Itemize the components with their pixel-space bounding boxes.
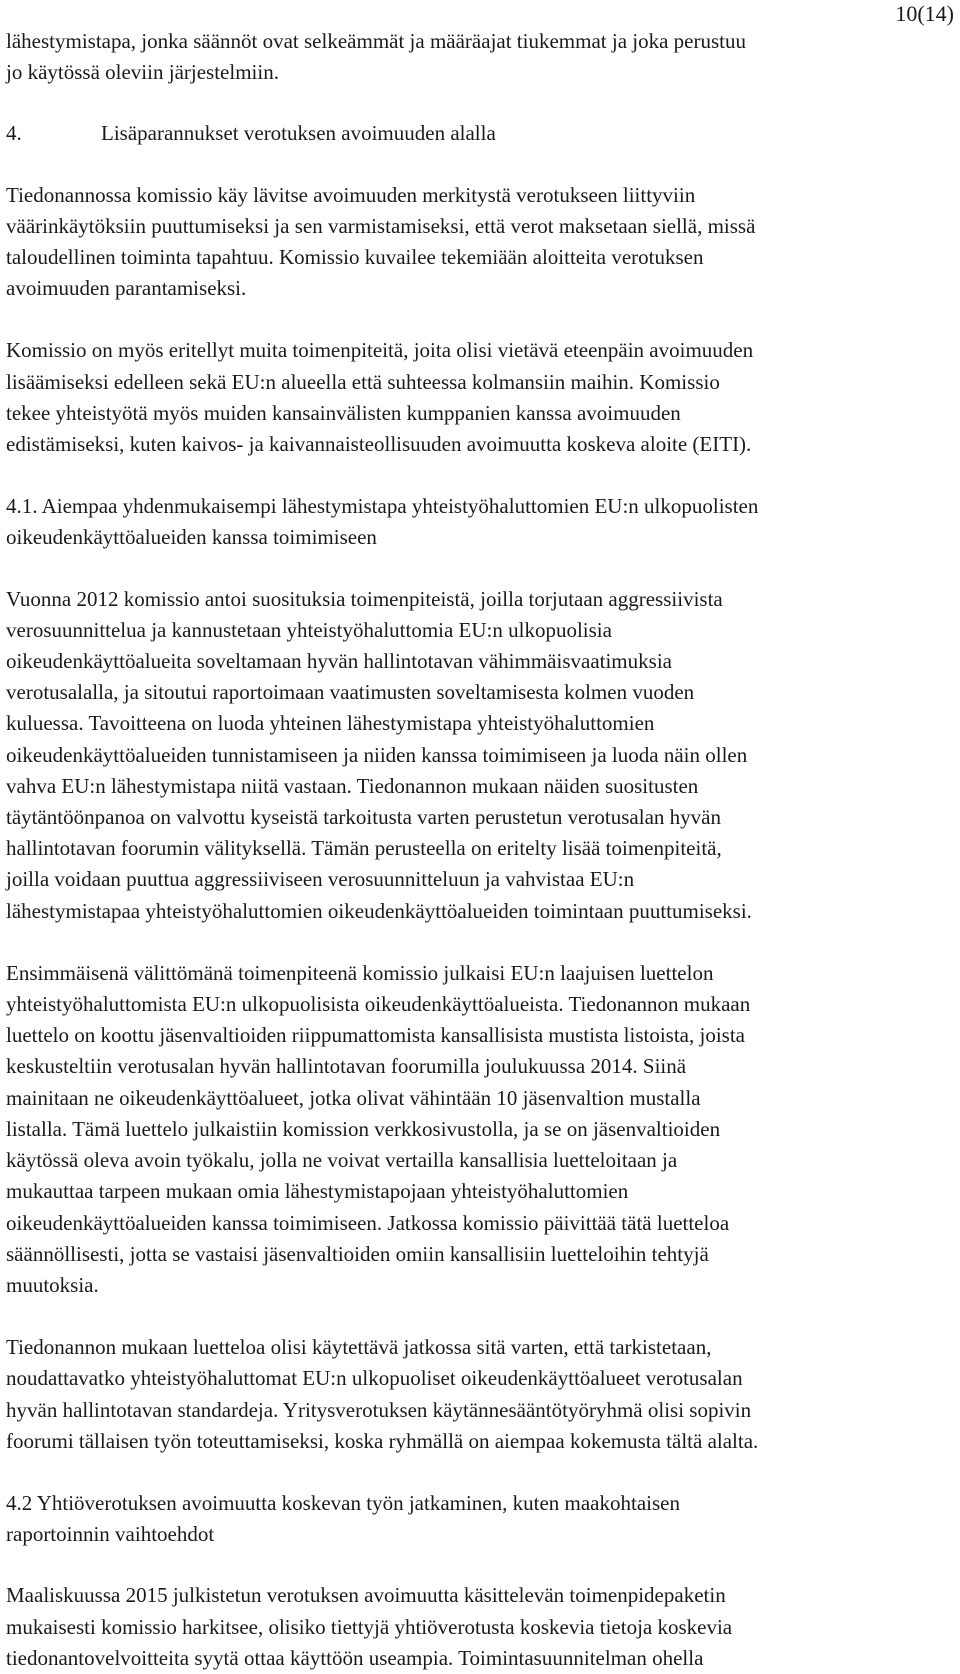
text-line: avoimuuden parantamiseksi. <box>6 276 247 301</box>
text-line: mukaisesti komissio harkitsee, olisiko tiettyjä yhtiöverotusta koskevia tietoja koskevia <box>6 1614 733 1639</box>
heading-line: 4.2 Yhtiöverotuksen avoimuutta koskevan työn jatkaminen, kuten maakohtaisen <box>6 1490 680 1515</box>
paragraph-list-usage <box>6 1332 956 1457</box>
text-line: noudattavatko yhteistyöhaluttomat EU:n ulkopuoliset oikeudenkäyttöalueet verotusalan <box>6 1366 743 1391</box>
text-line: hallintotavan foorumin välityksellä. Tämän perusteella on eritelty lisää toimenpiteitä, <box>6 836 722 861</box>
section-heading-4-1 <box>6 491 956 553</box>
text-line: lähestymistapaa yhteistyöhaluttomien oikeudenkäyttöalueiden toimintaan puuttumiseksi. <box>6 898 752 923</box>
text-line: oikeudenkäyttöalueita soveltamaan hyvän hallintotavan vähimmäisvaatimuksia <box>6 649 672 674</box>
text-line: Maaliskuussa 2015 julkistetun verotuksen avoimuutta käsittelevän toimenpidepaketin <box>6 1583 726 1608</box>
text-line: lähestymistapa, jonka säännöt ovat selkeämmät ja määräajat tiukemmat ja joka perustuu <box>6 29 747 53</box>
paragraph-intro-continued <box>6 26 956 88</box>
text-line: listalla. Tämä luettelo julkaistiin komission verkkosivustolla, ja se on jäsenvaltioiden <box>6 1116 721 1141</box>
paragraph-2012-recommendations <box>6 584 956 927</box>
text-line: keskusteltiin verotusalan hyvän hallintotavan foorumilla joulukuussa 2014. Siinä <box>6 1054 687 1079</box>
text-line: foorumi tällaisen työn toteuttamiseksi, koska ryhmällä on aiempaa kokemusta tältä alalta. <box>6 1428 759 1453</box>
heading-line: raportoinnin vaihtoehdot <box>6 1522 215 1547</box>
text-line: edistämiseksi, kuten kaivos- ja kaivannaisteollisuuden avoimuutta koskeva aloite (EITI). <box>6 432 752 457</box>
text-line: käytössä oleva avoin työkalu, jolla ne voivat vertailla kansallisia luetteloitaan ja <box>6 1148 678 1173</box>
text-line: Vuonna 2012 komissio antoi suosituksia toimenpiteistä, joilla torjutaan aggressiivista <box>6 586 723 611</box>
text-line: väärinkäytöksiin puuttumiseksi ja sen varmistamiseksi, että verot maksetaan siellä, missä <box>6 213 756 238</box>
text-line: verosuunnittelua ja kannustetaan yhteistyöhaluttomia EU:n ulkopuolisia <box>6 617 612 642</box>
text-line: kuluessa. Tavoitteena on luoda yhteinen lähestymistapa yhteistyöhaluttomien <box>6 711 655 736</box>
section-heading-4 <box>6 118 956 149</box>
page-number: 10(14) <box>895 1 954 26</box>
text-line: mainitaan ne oikeudenkäyttöalueet, jotka olivat vähintään 10 jäsenvaltion mustalla <box>6 1085 701 1110</box>
text-line: luettelo on koottu jäsenvaltioiden riippumattomista kansallisista mustista listoista, joista <box>6 1023 745 1048</box>
text-line: jo käytössä oleviin järjestelmiin. <box>6 60 279 85</box>
text-line: Tiedonannon mukaan luetteloa olisi käytettävä jatkossa sitä varten, että tarkistetaan, <box>6 1335 712 1360</box>
text-line: Ensimmäisenä välittömänä toimenpiteenä komissio julkaisi EU:n laajuisen luettelon <box>6 960 714 985</box>
text-line: Komissio on myös eritellyt muita toimenpiteitä, joita olisi vietävä eteenpäin avoimuuden <box>6 338 754 363</box>
text-line: vahva EU:n lähestymistapa niitä vastaan. Tiedonannon mukaan näiden suositusten <box>6 773 699 798</box>
text-line: tekee yhteistyötä myös muiden kansainvälisten kumppanien kanssa avoimuuden <box>6 400 681 425</box>
text-line: oikeudenkäyttöalueiden kanssa toimimiseen. Jatkossa komissio päivittää tätä luetteloa <box>6 1210 730 1235</box>
text-line: joilla voidaan puuttua aggressiiviseen verosuunnitteluun ja vahvistaa EU:n <box>6 867 635 892</box>
text-line: tiedonantovelvoitteita syytä ottaa käyttöön useampia. Toimintasuunnitelman ohella <box>6 1645 704 1670</box>
text-line: verotusalalla, ja sitoutui raportoimaan vaatimusten soveltamisesta kolmen vuoden <box>6 680 695 705</box>
text-line: yhteistyöhaluttomista EU:n ulkopuolisista oikeudenkäyttöalueista. Tiedonannon mukaan <box>6 992 751 1017</box>
section-title: Lisäparannukset verotuksen avoimuuden alalla <box>101 121 496 146</box>
text-line: täytäntöönpanoa on valvottu kyseistä tarkoitusta varten perustetun verotusalan hyvän <box>6 805 721 830</box>
section-number: 4. <box>6 121 22 146</box>
document-body <box>6 26 956 1674</box>
section-heading-4-2 <box>6 1488 956 1550</box>
text-line: hyvän hallintotavan standardeja. Yritysverotuksen käytännesääntötyöryhmä olisi sopivin <box>6 1397 752 1422</box>
text-line: säännöllisesti, jotta se vastaisi jäsenvaltioiden omiin kansallisiin luetteloihin tehtyjä <box>6 1241 709 1266</box>
text-line: Tiedonannossa komissio käy lävitse avoimuuden merkitystä verotukseen liittyviin <box>6 182 696 207</box>
paragraph-march-2015-package <box>6 1580 956 1674</box>
paragraph-other-measures <box>6 335 956 460</box>
text-line: muutoksia. <box>6 1272 99 1297</box>
text-line: oikeudenkäyttöalueiden tunnistamiseen ja niiden kanssa toimimiseen ja luoda näin ollen <box>6 742 748 767</box>
paragraph-eu-list <box>6 958 956 1301</box>
text-line: lisäämiseksi edelleen sekä EU:n alueella että suhteessa kolmansiin maihin. Komissio <box>6 369 720 394</box>
heading-line: oikeudenkäyttöalueiden kanssa toimimiseen <box>6 525 377 550</box>
heading-line: 4.1. Aiempaa yhdenmukaisempi lähestymistapa yhteistyöhaluttomien EU:n ulkopuolisten <box>6 494 759 519</box>
text-line: mukauttaa tarpeen mukaan omia lähestymistapojaan yhteistyöhaluttomien <box>6 1179 629 1204</box>
paragraph-transparency-overview <box>6 180 956 305</box>
text-line: taloudellinen toiminta tapahtuu. Komissio kuvailee tekemiään aloitteita verotuksen <box>6 245 704 270</box>
